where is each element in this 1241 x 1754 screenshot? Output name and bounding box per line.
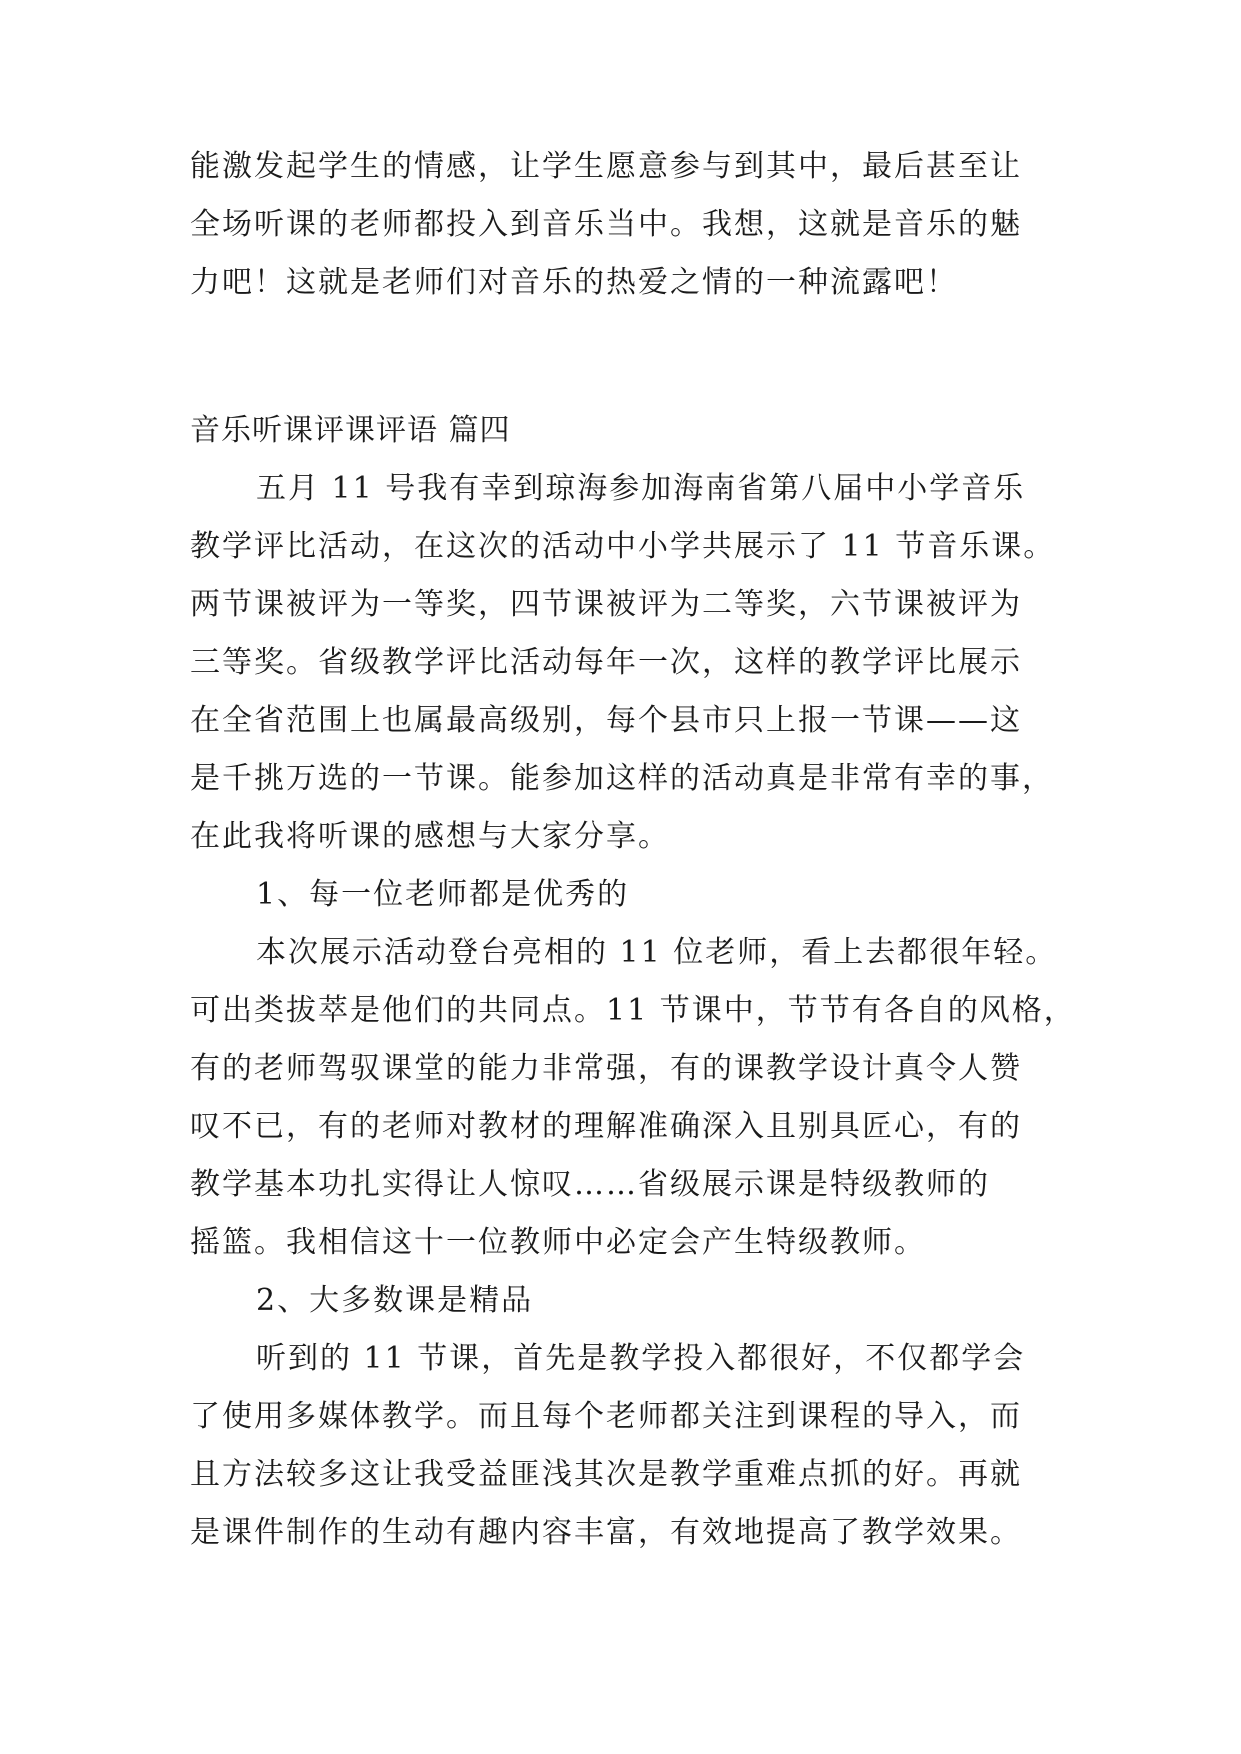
body-line: 教学评比活动，在这次的活动中小学共展示了 11 节音乐课。: [190, 529, 1056, 564]
body-line: 两节课被评为一等奖，四节课被评为二等奖，六节课被评为: [190, 587, 1022, 622]
body-line: 五月 11 号我有幸到琼海参加海南省第八届中小学音乐: [256, 471, 1026, 506]
body-line: 在全省范围上也属最高级别，每个县市只上报一节课——这: [190, 703, 1022, 738]
body-line: 教学基本功扎实得让人惊叹……省级展示课是特级教师的: [190, 1167, 990, 1202]
body-line: 叹不已，有的老师对教材的理解准确深入且别具匠心，有的: [190, 1109, 1022, 1144]
intro-line-2: 全场听课的老师都投入到音乐当中。我想，这就是音乐的魅: [190, 207, 1022, 242]
body-line: 摇篮。我相信这十一位教师中必定会产生特级教师。: [190, 1225, 926, 1260]
document-text: [190, 138, 1076, 1562]
body-line: 且方法较多这让我受益匪浅其次是教学重难点抓的好。再就: [190, 1457, 1022, 1492]
body-line: 了使用多媒体教学。而且每个老师都关注到课程的导入，而: [190, 1399, 1022, 1434]
body-line: 本次展示活动登台亮相的 11 位老师，看上去都很年轻。: [256, 935, 1058, 970]
section-gap: [190, 312, 1050, 402]
body-line: 是课件制作的生动有趣内容丰富，有效地提高了教学效果。: [190, 1515, 1022, 1550]
intro-line-3: 力吧！这就是老师们对音乐的热爱之情的一种流露吧！: [190, 265, 958, 300]
body-line: 可出类拔萃是他们的共同点。11 节课中，节节有各自的风格，: [190, 993, 1076, 1028]
section-title: 音乐听课评课评语 篇四: [190, 413, 511, 448]
body-line: 1、每一位老师都是优秀的: [256, 877, 630, 912]
body-line: 2、大多数课是精品: [256, 1283, 534, 1318]
body-line: 在此我将听课的感想与大家分享。: [190, 819, 670, 854]
section-body: [190, 460, 1076, 1562]
body-line: 听到的 11 节课，首先是教学投入都很好，不仅都学会: [256, 1341, 1026, 1376]
intro-line-1: 能激发起学生的情感，让学生愿意参与到其中，最后甚至让: [190, 149, 1022, 184]
body-line: 有的老师驾驭课堂的能力非常强，有的课教学设计真令人赞: [190, 1051, 1022, 1086]
body-line: 是千挑万选的一节课。能参加这样的活动真是非常有幸的事，: [190, 761, 1054, 796]
body-line: 三等奖。省级教学评比活动每年一次，这样的教学评比展示: [190, 645, 1022, 680]
